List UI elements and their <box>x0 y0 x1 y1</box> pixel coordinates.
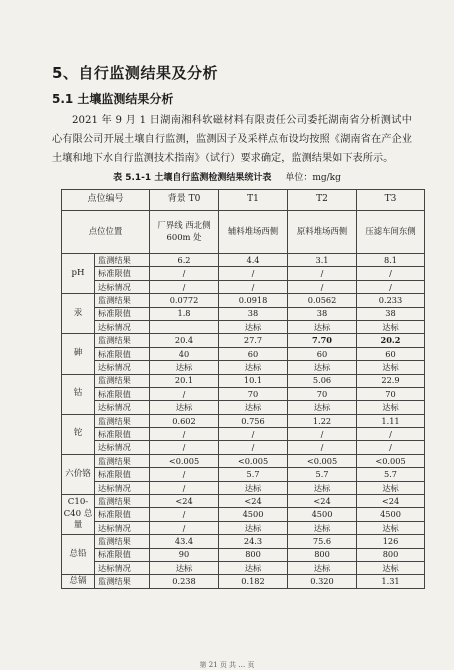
table-cell: 1.11 <box>357 414 425 427</box>
table-row <box>62 254 425 267</box>
table-cell: 126 <box>357 535 425 548</box>
table-row <box>62 454 425 467</box>
table-cell: 4.4 <box>219 254 288 267</box>
table-cell: 24.3 <box>219 535 288 548</box>
table-cell: / <box>219 267 288 280</box>
row-label: 标准限值 <box>95 548 150 561</box>
table-cell: 0.602 <box>150 414 219 427</box>
table-cell: 达标 <box>288 481 357 494</box>
row-label: 监测结果 <box>95 495 150 508</box>
soil-monitoring-table <box>61 189 425 589</box>
body-paragraph: 2021 年 9 月 1 日湖南湘科软磁材料有限责任公司委托湖南省分析测试中心有限公司开展土壤自行监测，监测因子及采样点布设均按照《湖南省在产企业土壤和地下水自行监测技术指南》（试行）要求确定，监测结果如下表所示。 <box>52 115 412 164</box>
header-point-location: 点位位置 <box>62 211 150 254</box>
table-cell: / <box>219 428 288 441</box>
table-cell: 达标 <box>219 481 288 494</box>
table-cell: 38 <box>357 307 425 320</box>
subsection-title: 5.1 土壤监测结果分析 <box>52 92 174 106</box>
table-row <box>62 347 425 360</box>
table-cell: / <box>150 387 219 400</box>
table-cell: 5.7 <box>288 468 357 481</box>
point-location: 辅料堆场西侧 <box>219 211 288 254</box>
table-cell: <24 <box>357 495 425 508</box>
table-cell: 6.2 <box>150 254 219 267</box>
table-cell: / <box>288 280 357 293</box>
table-cell: 20.2 <box>357 334 425 347</box>
table-cell: 1.31 <box>357 575 425 588</box>
analyte-name: 钴 <box>62 374 95 414</box>
table-cell: / <box>150 508 219 521</box>
table-cell: / <box>357 280 425 293</box>
point-id: T2 <box>288 190 357 211</box>
table-row <box>62 414 425 427</box>
table-row <box>62 428 425 441</box>
table-cell: 达标 <box>150 561 219 574</box>
point-id: 背景 T0 <box>150 190 219 211</box>
table-cell: 60 <box>357 347 425 360</box>
table-cell: 0.182 <box>219 575 288 588</box>
row-label: 标准限值 <box>95 267 150 280</box>
table-row <box>62 307 425 320</box>
table-cell: 20.4 <box>150 334 219 347</box>
table-cell: 90 <box>150 548 219 561</box>
analyte-name: 铊 <box>62 414 95 454</box>
row-label: 标准限值 <box>95 468 150 481</box>
table-cell: 达标 <box>288 320 357 333</box>
table-cell: / <box>219 441 288 454</box>
row-label: 达标情况 <box>95 481 150 494</box>
table-cell: 达标 <box>219 361 288 374</box>
table-cell: 3.1 <box>288 254 357 267</box>
table-cell: / <box>150 428 219 441</box>
table-row <box>62 481 425 494</box>
row-label: 监测结果 <box>95 454 150 467</box>
table-row <box>62 495 425 508</box>
table-cell: 4500 <box>219 508 288 521</box>
table-cell: 达标 <box>357 320 425 333</box>
row-label: 标准限值 <box>95 307 150 320</box>
point-location: 压滤车间东侧 <box>357 211 425 254</box>
header-point-no: 点位编号 <box>62 190 150 211</box>
table-cell: / <box>357 267 425 280</box>
table-cell: / <box>219 280 288 293</box>
table-cell: 70 <box>357 387 425 400</box>
table-cell: / <box>357 441 425 454</box>
row-label: 监测结果 <box>95 575 150 588</box>
row-label: 监测结果 <box>95 374 150 387</box>
table-cell: 达标 <box>219 320 288 333</box>
row-label: 标准限值 <box>95 508 150 521</box>
table-cell: <0.005 <box>357 454 425 467</box>
row-label: 监测结果 <box>95 294 150 307</box>
analyte-name: 总镉 <box>62 575 95 588</box>
table-row <box>62 561 425 574</box>
row-label: 达标情况 <box>95 320 150 333</box>
row-label: 达标情况 <box>95 441 150 454</box>
table-cell: 800 <box>288 548 357 561</box>
table-row <box>62 361 425 374</box>
table-cell: 1.22 <box>288 414 357 427</box>
table-cell: 27.7 <box>219 334 288 347</box>
table-row <box>62 468 425 481</box>
table-cell: / <box>150 481 219 494</box>
table-cell: 达标 <box>288 401 357 414</box>
table-cell: <24 <box>288 495 357 508</box>
table-row <box>62 280 425 293</box>
table-cell: 70 <box>288 387 357 400</box>
table-cell: 达标 <box>357 401 425 414</box>
table-row <box>62 267 425 280</box>
row-label: 监测结果 <box>95 414 150 427</box>
table-row <box>62 441 425 454</box>
point-id: T3 <box>357 190 425 211</box>
table-cell: / <box>150 468 219 481</box>
table-cell: 4500 <box>357 508 425 521</box>
table-cell: 达标 <box>219 521 288 534</box>
table-cell: 达标 <box>288 361 357 374</box>
table-cell: 达标 <box>288 561 357 574</box>
analyte-name: pH <box>62 254 95 294</box>
table-cell: 1.8 <box>150 307 219 320</box>
point-location: 原料堆场西侧 <box>288 211 357 254</box>
table-cell: 0.0562 <box>288 294 357 307</box>
table-cell: / <box>150 521 219 534</box>
table-row <box>62 334 425 347</box>
table-cell: 8.1 <box>357 254 425 267</box>
table-caption-title: 表 5.1-1 土壤自行监测检测结果统计表 <box>113 173 272 183</box>
table-cell: 达标 <box>357 481 425 494</box>
table-cell: / <box>150 267 219 280</box>
table-cell: 达标 <box>357 521 425 534</box>
table-cell: <0.005 <box>288 454 357 467</box>
row-label: 标准限值 <box>95 387 150 400</box>
table-cell: 达标 <box>357 361 425 374</box>
table-row <box>62 575 425 588</box>
table-cell: 10.1 <box>219 374 288 387</box>
table-cell: 70 <box>219 387 288 400</box>
table-cell: 38 <box>288 307 357 320</box>
table-cell: 20.1 <box>150 374 219 387</box>
table-cell: 7.70 <box>288 334 357 347</box>
table-cell: 达标 <box>150 401 219 414</box>
table-row <box>62 294 425 307</box>
point-id: T1 <box>219 190 288 211</box>
table-cell: 达标 <box>219 401 288 414</box>
table-cell: 800 <box>357 548 425 561</box>
table-cell: 达标 <box>288 521 357 534</box>
table-body <box>62 190 425 589</box>
analyte-name: 六价铬 <box>62 454 95 494</box>
row-label: 达标情况 <box>95 401 150 414</box>
row-label: 达标情况 <box>95 561 150 574</box>
table-row <box>62 387 425 400</box>
table-row <box>62 548 425 561</box>
analyte-name: 总铅 <box>62 535 95 575</box>
table-cell: 60 <box>288 347 357 360</box>
page-footer: 第 21 页 共 … 页 <box>199 661 255 669</box>
table-cell: / <box>150 280 219 293</box>
table-unit: 单位：mg/kg <box>285 173 341 183</box>
table-row <box>62 521 425 534</box>
table-cell: 0.238 <box>150 575 219 588</box>
header-row-point-id <box>62 190 425 211</box>
table-cell: <0.005 <box>219 454 288 467</box>
header-row-point-location <box>62 211 425 254</box>
table-cell: 5.7 <box>357 468 425 481</box>
table-cell: 22.9 <box>357 374 425 387</box>
analyte-name: 汞 <box>62 294 95 334</box>
table-cell: 5.7 <box>219 468 288 481</box>
table-cell: 40 <box>150 347 219 360</box>
row-label: 监测结果 <box>95 535 150 548</box>
table-cell: 38 <box>219 307 288 320</box>
table-cell: 达标 <box>219 561 288 574</box>
table-cell: 0.233 <box>357 294 425 307</box>
table-cell: 60 <box>219 347 288 360</box>
row-label: 监测结果 <box>95 334 150 347</box>
table-cell: / <box>288 267 357 280</box>
table-cell <box>150 320 219 333</box>
row-label: 达标情况 <box>95 521 150 534</box>
analyte-name: C10-C40 总量 <box>62 495 95 535</box>
table-cell: / <box>357 428 425 441</box>
table-cell: 75.6 <box>288 535 357 548</box>
table-cell: / <box>288 428 357 441</box>
table-cell: 0.756 <box>219 414 288 427</box>
table-cell: 达标 <box>150 361 219 374</box>
table-cell: <24 <box>150 495 219 508</box>
table-row <box>62 508 425 521</box>
table-cell: 0.0918 <box>219 294 288 307</box>
table-row <box>62 320 425 333</box>
point-location: 厂界线 西北侧 600m 处 <box>150 211 219 254</box>
table-caption <box>0 170 454 183</box>
table-row <box>62 535 425 548</box>
table-cell: / <box>150 441 219 454</box>
table-cell: 800 <box>219 548 288 561</box>
table-cell: <24 <box>219 495 288 508</box>
table-row <box>62 374 425 387</box>
row-label: 达标情况 <box>95 361 150 374</box>
analyte-name: 砷 <box>62 334 95 374</box>
row-label: 标准限值 <box>95 428 150 441</box>
row-label: 监测结果 <box>95 254 150 267</box>
table-cell: 达标 <box>357 561 425 574</box>
row-label: 标准限值 <box>95 347 150 360</box>
table-cell: 4500 <box>288 508 357 521</box>
table-cell: / <box>288 441 357 454</box>
table-cell: 5.06 <box>288 374 357 387</box>
table-cell: 43.4 <box>150 535 219 548</box>
table-cell: 0.0772 <box>150 294 219 307</box>
table-row <box>62 401 425 414</box>
section-title: 5、自行监测结果及分析 <box>52 64 218 82</box>
table-cell: <0.005 <box>150 454 219 467</box>
row-label: 达标情况 <box>95 280 150 293</box>
table-cell: 0.320 <box>288 575 357 588</box>
